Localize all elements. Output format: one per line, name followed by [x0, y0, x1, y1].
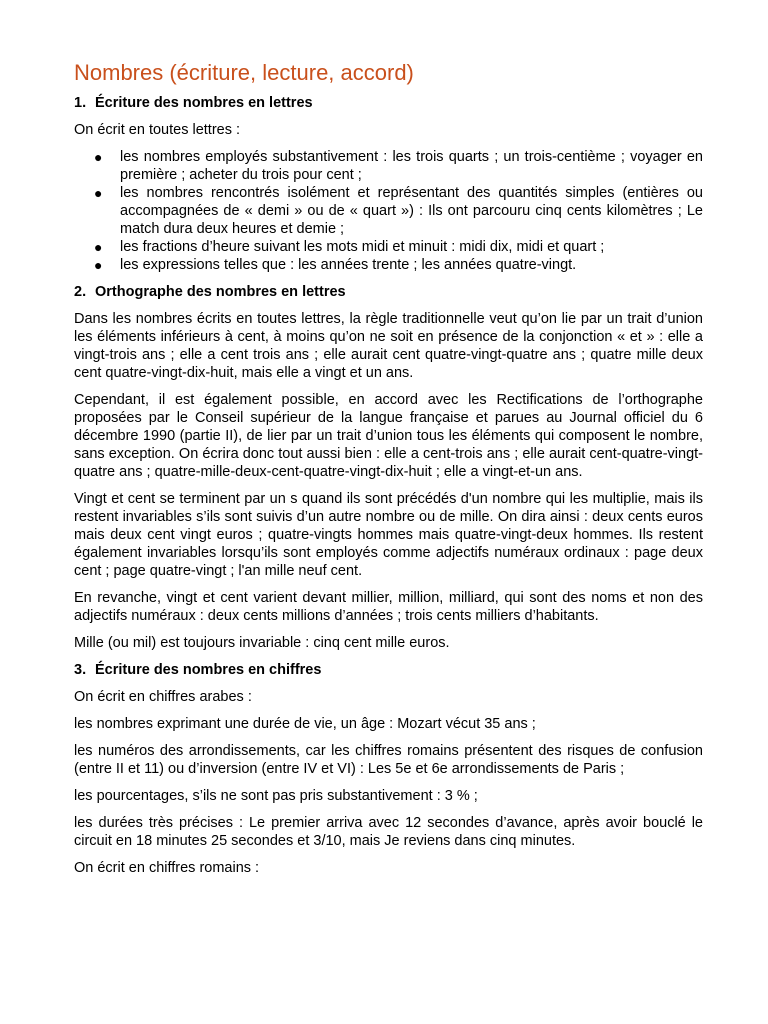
section-heading-2 — [74, 283, 703, 301]
section-number: 1. — [74, 95, 87, 111]
list-item-text: les nombres employés substantivement : les trois quarts ; un trois-centième ; voyager en première ; acheter du trois pour cent ; — [120, 149, 703, 183]
list-item — [74, 256, 703, 274]
document-title: Nombres (écriture, lecture, accord) — [74, 60, 414, 85]
list-item-text: les fractions d’heure suivant les mots midi et minuit : midi dix, midi et quart ; — [120, 239, 605, 255]
list-item — [74, 184, 703, 238]
section-number: 3. — [74, 662, 87, 678]
bullet-icon: ● — [94, 149, 103, 165]
paragraph: On écrit en toutes lettres : — [74, 122, 241, 138]
list-item — [74, 238, 703, 256]
paragraph: Cependant, il est également possible, en accord avec les Rectifications de l’orthographe proposées par le Conseil supérieur de la langue française et parues au Journal officiel du 6 décembre 1990 (partie II), de lier par un trait d’union tous les éléments qui composent le nombre, sans exception. On écrira donc tout aussi bien : elle a cent-trois ans ; elle aurait cent-quatre-vingt-quatre ans ; quatre-mille-deux-cent-quatre-vingt-dix-huit ; elle a vingt-et-un ans. — [74, 392, 703, 480]
paragraph: les pourcentages, s’ils ne sont pas pris substantivement : 3 % ; — [74, 788, 478, 804]
section-title: Écriture des nombres en lettres — [95, 95, 313, 111]
list-item — [74, 148, 703, 184]
paragraph: On écrit en chiffres romains : — [74, 860, 260, 876]
paragraph: Vingt et cent se terminent par un s quand ils sont précédés d'un nombre qui les multiplie, mais ils restent invariables s’ils sont suivis d’un autre nombre ou de mille. On dira ainsi : deux cents euros mais deux cent vingt euros ; quatre-vingts hommes mais quatre-vingt-deux hommes. Ils restent également invariables lorsqu’ils sont employés comme adjectifs numéraux ordinaux : page deux cent ; page quatre-vingt ; l'an mille neuf cent. — [74, 491, 703, 579]
section-title: Orthographe des nombres en lettres — [95, 284, 346, 300]
paragraph: Dans les nombres écrits en toutes lettres, la règle traditionnelle veut qu’on lie par un trait d’union les éléments inférieurs à cent, à moins qu’on ne soit en présence de la conjonction « et » : elle a vingt-trois ans ; elle a cent trois ans ; elle aurait cent quatre-vingt-quatre ans ; quatre mille deux cent quatre-vingt-dix-huit, mais elle a vingt et un ans. — [74, 311, 703, 381]
bullet-icon: ● — [94, 257, 103, 273]
paragraph: Mille (ou mil) est toujours invariable : cinq cent mille euros. — [74, 635, 450, 651]
bullet-list — [74, 148, 703, 274]
paragraph: En revanche, vingt et cent varient devant millier, million, milliard, qui sont des noms et non des adjectifs numéraux : deux cents millions d’années ; trois cents milliers d’habitants. — [74, 590, 703, 624]
section-heading-1 — [74, 94, 703, 112]
bullet-icon: ● — [94, 185, 103, 201]
section-heading-3 — [74, 661, 703, 679]
bullet-icon: ● — [94, 239, 103, 255]
paragraph: On écrit en chiffres arabes : — [74, 689, 252, 705]
paragraph: les durées très précises : Le premier arriva avec 12 secondes d’avance, après avoir bouclé le circuit en 18 minutes 25 secondes et 3/10, mais Je reviens dans cinq minutes. — [74, 815, 703, 849]
section-title: Écriture des nombres en chiffres — [95, 662, 322, 678]
paragraph: les numéros des arrondissements, car les chiffres romains présentent des risques de confusion (entre II et 11) ou d’inversion (entre IV et VI) : Les 5e et 6e arrondissements de Paris ; — [74, 743, 703, 777]
paragraph: les nombres exprimant une durée de vie, un âge : Mozart vécut 35 ans ; — [74, 716, 536, 732]
document-page — [74, 58, 703, 886]
list-item-text: les expressions telles que : les années trente ; les années quatre-vingt. — [120, 257, 577, 273]
section-number: 2. — [74, 284, 87, 300]
list-item-text: les nombres rencontrés isolément et représentant des quantités simples (entières ou accompagnées de « demi » ou de « quart ») : Ils ont parcouru cinq cents kilomètres ; Le match dura deux heures et demie ; — [120, 185, 703, 237]
